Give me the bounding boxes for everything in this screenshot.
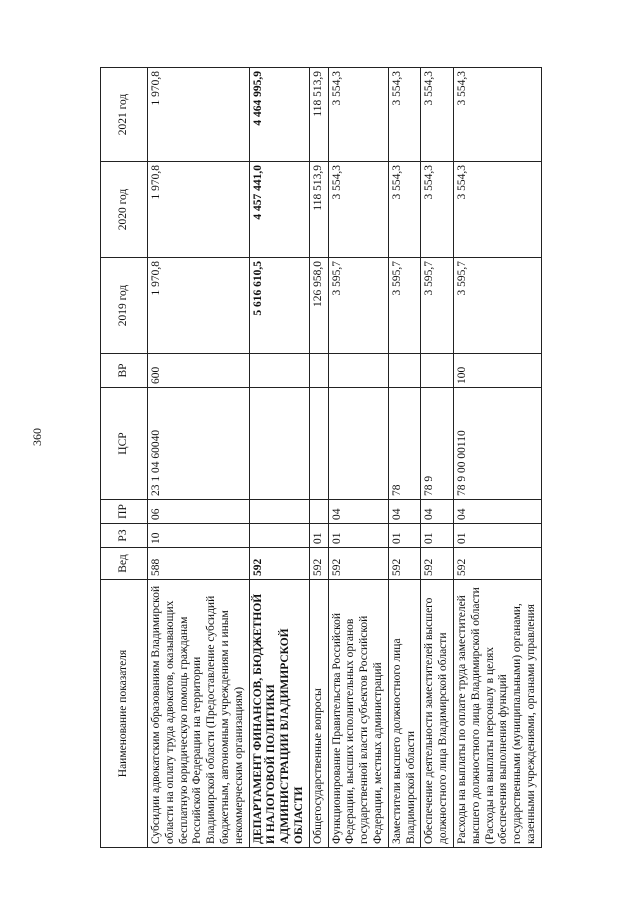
cell-2020: 3 554,3 [453, 162, 541, 258]
cell-csr: 78 [388, 388, 421, 500]
table-row [148, 68, 250, 848]
cell-2019: 3 595,7 [421, 258, 454, 354]
cell-2020: 118 513,9 [309, 162, 328, 258]
cell-ved: 592 [388, 548, 421, 580]
rotated-table-wrapper [100, 68, 537, 848]
cell-2020: 3 554,3 [388, 162, 421, 258]
table-header-row [101, 68, 148, 848]
table-row [453, 68, 541, 848]
cell-vr [388, 354, 421, 388]
cell-2019: 3 595,7 [453, 258, 541, 354]
cell-vr: 100 [453, 354, 541, 388]
header-ved: Вед [101, 548, 148, 580]
cell-vr [309, 354, 328, 388]
header-2020: 2020 год [101, 162, 148, 258]
cell-csr [249, 388, 309, 500]
cell-ved: 592 [421, 548, 454, 580]
cell-2021: 118 513,9 [309, 68, 328, 162]
cell-pr: 04 [328, 500, 388, 524]
cell-pr: 04 [388, 500, 421, 524]
cell-2020: 4 457 441,0 [249, 162, 309, 258]
cell-ved: 588 [148, 548, 250, 580]
cell-rz: 01 [453, 524, 541, 548]
cell-csr: 23 1 04 60040 [148, 388, 250, 500]
header-2021: 2021 год [101, 68, 148, 162]
header-2019: 2019 год [101, 258, 148, 354]
table-row [309, 68, 328, 848]
cell-rz [249, 524, 309, 548]
cell-rz: 01 [388, 524, 421, 548]
cell-name: Заместители высшего должностного лица Владимирской области [388, 580, 421, 848]
cell-ved: 592 [328, 548, 388, 580]
cell-name: Функционирование Правительства Российской Федерации, высших исполнительных органов государственной власти субъектов Российской Федерации, местных администраций [328, 580, 388, 848]
cell-name: Обеспечение деятельности заместителей высшего должностного лица Владимирской области [421, 580, 454, 848]
cell-ved: 592 [309, 548, 328, 580]
cell-2019: 5 616 610,5 [249, 258, 309, 354]
budget-table [100, 67, 542, 848]
table-row [421, 68, 454, 848]
cell-vr [328, 354, 388, 388]
cell-vr [249, 354, 309, 388]
cell-2021: 3 554,3 [388, 68, 421, 162]
table-row [328, 68, 388, 848]
cell-rz: 01 [421, 524, 454, 548]
cell-2020: 3 554,3 [421, 162, 454, 258]
cell-csr [328, 388, 388, 500]
cell-2019: 126 958,0 [309, 258, 328, 354]
cell-csr: 78 9 [421, 388, 454, 500]
cell-2019: 3 595,7 [328, 258, 388, 354]
cell-2020: 1 970,8 [148, 162, 250, 258]
cell-pr: 06 [148, 500, 250, 524]
cell-2021: 3 554,3 [421, 68, 454, 162]
cell-2021: 4 464 995,9 [249, 68, 309, 162]
cell-vr [421, 354, 454, 388]
cell-2019: 3 595,7 [388, 258, 421, 354]
table-row [388, 68, 421, 848]
table-row [249, 68, 309, 848]
header-vr: ВР [101, 354, 148, 388]
cell-2021: 1 970,8 [148, 68, 250, 162]
cell-rz: 01 [328, 524, 388, 548]
cell-pr: 04 [453, 500, 541, 524]
cell-name: Расходы на выплаты по оплате труда заместителей высшего должностного лица Владимирской области (Расходы на выплаты персоналу в целях обеспечения выполнения функций государственными (муниципальными) органами, казенными учреждениями, органами управления [453, 580, 541, 848]
cell-pr [309, 500, 328, 524]
page-number: 360 [30, 428, 44, 446]
cell-pr [249, 500, 309, 524]
header-pr: ПР [101, 500, 148, 524]
cell-rz: 10 [148, 524, 250, 548]
cell-ved: 592 [249, 548, 309, 580]
cell-name: ДЕПАРТАМЕНТ ФИНАНСОВ, БЮДЖЕТНОЙ И НАЛОГОВОЙ ПОЛИТИКИ АДМИНИСТРАЦИИ ВЛАДИМИРСКОЙ ОБЛАСТИ [249, 580, 309, 848]
header-name: Наименование показателя [101, 580, 148, 848]
header-csr: ЦСР [101, 388, 148, 500]
cell-vr: 600 [148, 354, 250, 388]
cell-2020: 3 554,3 [328, 162, 388, 258]
cell-2019: 1 970,8 [148, 258, 250, 354]
cell-name: Субсидии адвокатским образованиям Владимирской области на оплату труда адвокатов, оказывающих бесплатную юридическую помощь гражданам Российской Федерации на территории Владимирской области (Предоставление субсидий бюджетным, автономным учреждениям и иным некоммерческим организациям) [148, 580, 250, 848]
cell-ved: 592 [453, 548, 541, 580]
cell-pr: 04 [421, 500, 454, 524]
cell-name: Общегосударственные вопросы [309, 580, 328, 848]
cell-csr [309, 388, 328, 500]
cell-2021: 3 554,3 [453, 68, 541, 162]
cell-csr: 78 9 00 00110 [453, 388, 541, 500]
cell-2021: 3 554,3 [328, 68, 388, 162]
header-rz: РЗ [101, 524, 148, 548]
cell-rz: 01 [309, 524, 328, 548]
